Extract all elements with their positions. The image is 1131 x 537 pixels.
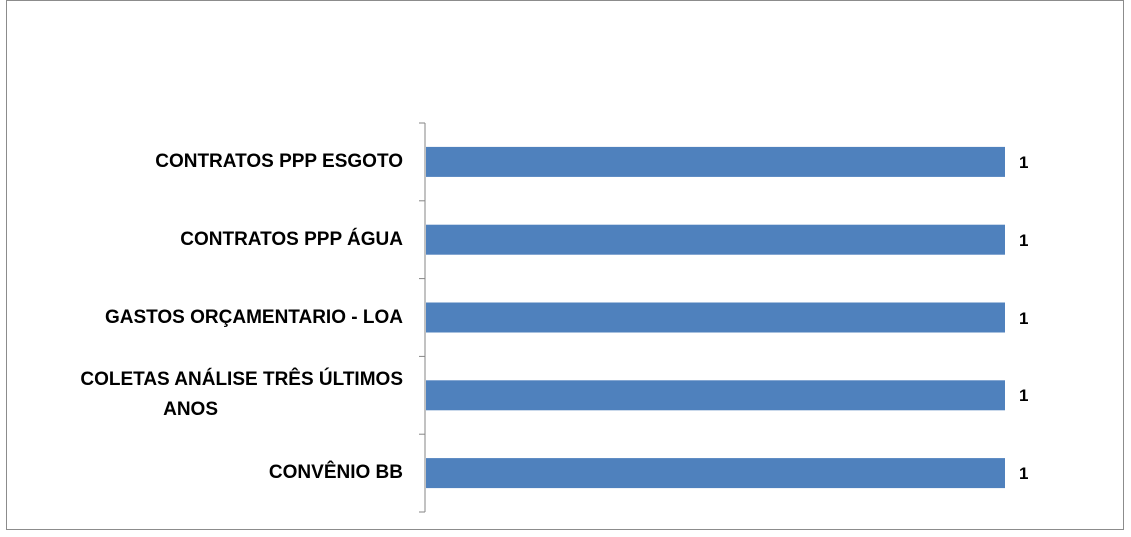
category-label — [0, 147, 403, 177]
bar — [426, 303, 1005, 333]
category-label — [0, 225, 403, 255]
data-label: 1 — [1019, 230, 1029, 250]
category-label-line: CONTRATOS PPP ÁGUA — [180, 228, 403, 250]
category-label-line: COLETAS ANÁLISE TRÊS ÚLTIMOS — [80, 369, 403, 391]
category-label — [0, 303, 403, 333]
bar — [426, 147, 1005, 177]
data-label: 1 — [1019, 464, 1029, 484]
bar — [426, 380, 1005, 410]
data-label: 1 — [1019, 386, 1029, 406]
data-label: 1 — [1019, 308, 1029, 328]
category-label-line: CONTRATOS PPP ESGOTO — [155, 150, 403, 172]
category-label-line: GASTOS ORÇAMENTARIO - LOA — [104, 306, 403, 328]
bar — [426, 458, 1005, 488]
data-label: 1 — [1019, 152, 1029, 172]
category-label-line: ANOS — [163, 399, 218, 421]
category-label — [0, 458, 403, 488]
category-label — [0, 365, 403, 425]
bar — [426, 225, 1005, 255]
category-label-line: CONVÊNIO BB — [268, 462, 403, 484]
